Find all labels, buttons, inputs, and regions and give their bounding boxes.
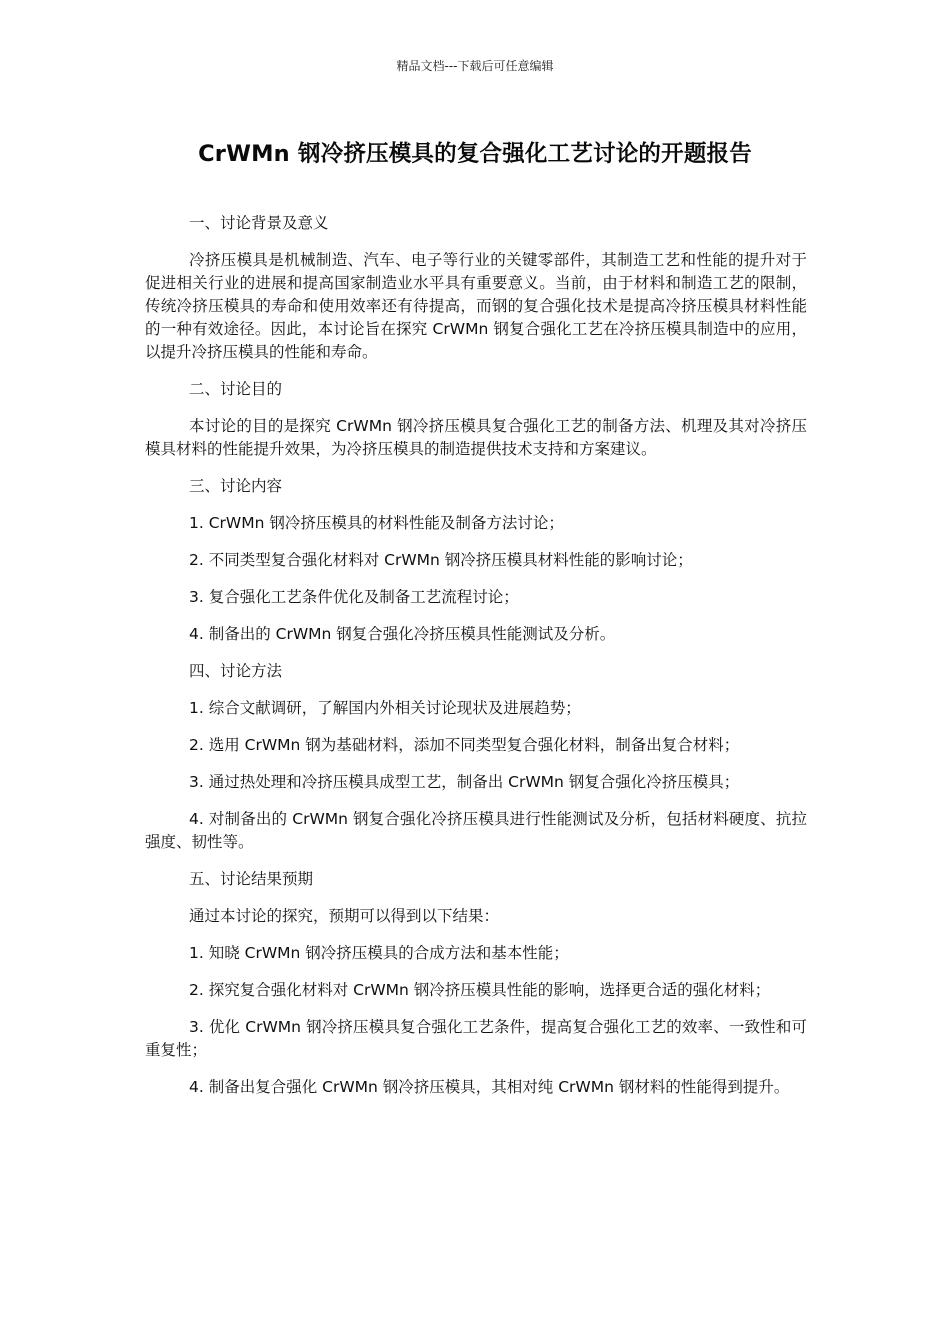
list-item-method-1: 1. 综合文献调研，了解国内外相关讨论现状及进展趋势； [189, 699, 581, 717]
section-heading-methods: 四、讨论方法 [189, 662, 283, 680]
section-heading-expected-results: 五、讨论结果预期 [189, 870, 314, 888]
list-item-content-1: 1. CrWMn 钢冷挤压模具的材料性能及制备方法讨论； [189, 514, 564, 532]
list-item-method-3: 3. 通过热处理和冷挤压模具成型工艺，制备出 CrWMn 钢复合强化冷挤压模具； [189, 773, 740, 791]
paragraph-background: 冷挤压模具是机械制造、汽车、电子等行业的关键零部件，其制造工艺和性能的提升对于促进相关行业的进展和提高国家制造业水平具有重要意义。当前，由于材料和制造工艺的限制，传统冷挤压模具的寿命和使用效率还有待提高，而钢的复合强化技术是提高冷挤压模具材料性能的一种有效途径。因此，本讨论旨在探究 CrWMn 钢复合强化工艺在冷挤压模具制造中的应用，以提升冷挤压模具的性能和寿命。 [145, 251, 807, 361]
section-heading-content: 三、讨论内容 [189, 477, 283, 495]
document-body [145, 212, 807, 1113]
page-header-note: 精品文档---下载后可任意编辑 [396, 59, 554, 73]
list-item-result-2: 2. 探究复合强化材料对 CrWMn 钢冷挤压模具性能的影响，选择更合适的强化材料； [189, 981, 771, 999]
list-item-method-2: 2. 选用 CrWMn 钢为基础材料，添加不同类型复合强化材料，制备出复合材料； [189, 736, 740, 754]
list-item-content-4: 4. 制备出的 CrWMn 钢复合强化冷挤压模具性能测试及分析。 [189, 625, 616, 643]
section-heading-background: 一、讨论背景及意义 [189, 214, 329, 232]
list-item-content-2: 2. 不同类型复合强化材料对 CrWMn 钢冷挤压模具材料性能的影响讨论； [189, 551, 693, 569]
list-item-method-4: 4. 对制备出的 CrWMn 钢复合强化冷挤压模具进行性能测试及分析，包括材料硬度、抗拉强度、韧性等。 [145, 810, 807, 851]
list-item-result-4: 4. 制备出复合强化 CrWMn 钢冷挤压模具，其相对纯 CrWMn 钢材料的性能得到提升。 [189, 1078, 790, 1096]
list-item-result-3: 3. 优化 CrWMn 钢冷挤压模具复合强化工艺条件，提高复合强化工艺的效率、一致性和可重复性； [145, 1018, 807, 1059]
document-title: CrWMn 钢冷挤压模具的复合强化工艺讨论的开题报告 [198, 141, 752, 167]
list-item-result-1: 1. 知晓 CrWMn 钢冷挤压模具的合成方法和基本性能； [189, 944, 569, 962]
paragraph-purpose: 本讨论的目的是探究 CrWMn 钢冷挤压模具复合强化工艺的制备方法、机理及其对冷挤压模具材料的性能提升效果，为冷挤压模具的制造提供技术支持和方案建议。 [145, 417, 807, 458]
paragraph-expected-intro: 通过本讨论的探究，预期可以得到以下结果： [189, 907, 500, 925]
list-item-content-3: 3. 复合强化工艺条件优化及制备工艺流程讨论； [189, 588, 519, 606]
section-heading-purpose: 二、讨论目的 [189, 380, 283, 398]
